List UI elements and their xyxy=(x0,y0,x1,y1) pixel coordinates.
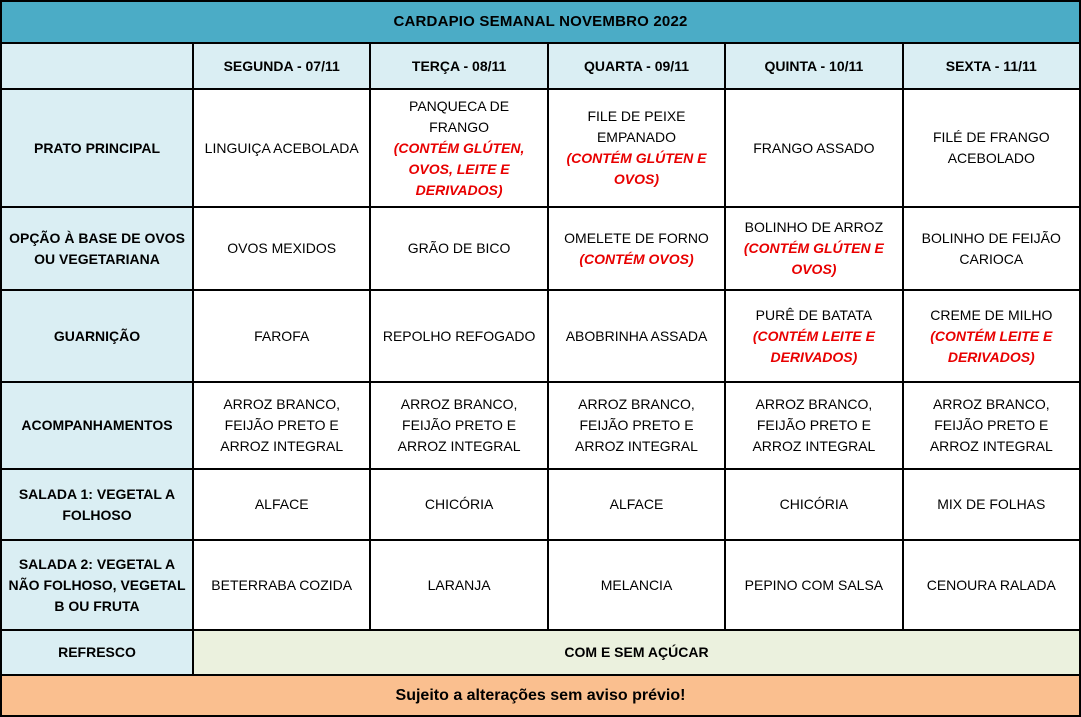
dish-text: FILÉ DE FRANGO ACEBOLADO xyxy=(932,129,1050,166)
dish-text: LINGUIÇA ACEBOLADA xyxy=(204,139,359,156)
menu-cell xyxy=(726,383,901,468)
allergen-note: (CONTÉM OVOS) xyxy=(579,250,694,267)
column-header-segunda: SEGUNDA - 07/11 xyxy=(194,44,369,88)
menu-cell xyxy=(549,541,724,629)
dish-text: ALFACE xyxy=(254,496,309,512)
dish-text: BETERRABA COZIDA xyxy=(211,576,353,593)
table-title: CARDAPIO SEMANAL NOVEMBRO 2022 xyxy=(2,2,1079,42)
dish-text: GRÃO DE BICO xyxy=(407,240,511,256)
dish-text: FILE DE PEIXE EMPANADO xyxy=(587,108,686,145)
allergen-note: (CONTÉM LEITE E DERIVADOS) xyxy=(930,327,1053,365)
menu-cell xyxy=(726,90,901,206)
dish-text: ARROZ BRANCO, FEIJÃO PRETO E ARROZ INTEGRAL xyxy=(220,396,344,454)
allergen-note: (CONTÉM GLÚTEN, OVOS, LEITE E DERIVADOS) xyxy=(393,139,525,198)
menu-cell xyxy=(904,541,1079,629)
menu-cell xyxy=(904,470,1079,539)
dish-text: ARROZ BRANCO, FEIJÃO PRETO E ARROZ INTEGRAL xyxy=(575,396,698,454)
dish-text: CREME DE MILHO xyxy=(930,306,1053,323)
dish-text: CHICÓRIA xyxy=(779,496,849,512)
dish-text: ALFACE xyxy=(609,496,664,512)
allergen-note: (CONTÉM GLÚTEN E OVOS) xyxy=(566,150,707,187)
menu-cell xyxy=(549,291,724,381)
menu-cell xyxy=(549,383,724,468)
allergen-note: (CONTÉM GLÚTEN E OVOS) xyxy=(743,240,884,277)
row-label-salada-1: SALADA 1: VEGETAL A FOLHOSO xyxy=(2,470,192,539)
dish-text: CHICÓRIA xyxy=(424,496,494,512)
menu-cell xyxy=(371,470,546,539)
menu-cell xyxy=(904,90,1079,206)
menu-cell xyxy=(371,90,546,206)
row-label-guarnicao: GUARNIÇÃO xyxy=(2,291,192,381)
menu-cell xyxy=(194,470,369,539)
dish-text: PURÊ DE BATATA xyxy=(755,306,873,323)
menu-cell xyxy=(194,291,369,381)
dish-text: CENOURA RALADA xyxy=(926,576,1056,593)
row-label-prato-principal: PRATO PRINCIPAL xyxy=(2,90,192,206)
menu-cell xyxy=(194,90,369,206)
footer-notice: Sujeito a alterações sem aviso prévio! xyxy=(2,676,1079,715)
dish-text: REPOLHO REFOGADO xyxy=(382,327,536,344)
dish-text: MELANCIA xyxy=(600,576,673,593)
menu-cell xyxy=(726,541,901,629)
menu-cell xyxy=(371,208,546,289)
menu-cell xyxy=(904,208,1079,289)
refresco-cell: COM E SEM AÇÚCAR xyxy=(194,631,1079,674)
menu-cell xyxy=(904,383,1079,468)
dish-text: ARROZ BRANCO, FEIJÃO PRETO E ARROZ INTEGRAL xyxy=(752,396,876,454)
menu-cell xyxy=(194,541,369,629)
dish-text: PANQUECA DE FRANGO xyxy=(409,97,510,135)
column-header-quarta: QUARTA - 09/11 xyxy=(549,44,724,88)
column-header-terca: TERÇA - 08/11 xyxy=(371,44,546,88)
dish-text: BOLINHO DE FEIJÃO CARIOCA xyxy=(921,229,1061,267)
dish-text: MIX DE FOLHAS xyxy=(937,496,1046,512)
dish-text: ARROZ BRANCO, FEIJÃO PRETO E ARROZ INTEGRAL xyxy=(929,396,1053,454)
menu-cell xyxy=(726,208,901,289)
row-label-opcao-ovos: OPÇÃO À BASE DE OVOS OU VEGETARIANA xyxy=(2,208,192,289)
dish-text: ABOBRINHA ASSADA xyxy=(565,327,708,344)
menu-cell xyxy=(726,470,901,539)
column-header-sexta: SEXTA - 11/11 xyxy=(904,44,1079,88)
dish-text: BOLINHO DE ARROZ xyxy=(744,219,884,235)
menu-cell xyxy=(549,470,724,539)
menu-cell xyxy=(194,383,369,468)
menu-cell xyxy=(904,291,1079,381)
dish-text: FRANGO ASSADO xyxy=(753,139,875,156)
dish-text: OMELETE DE FORNO xyxy=(564,229,709,246)
menu-cell xyxy=(549,208,724,289)
menu-cell xyxy=(726,291,901,381)
menu-cell xyxy=(549,90,724,206)
menu-cell xyxy=(194,208,369,289)
dish-text: LARANJA xyxy=(427,576,491,593)
menu-cell xyxy=(371,291,546,381)
dish-text: OVOS MEXIDOS xyxy=(227,240,337,256)
dish-text: PEPINO COM SALSA xyxy=(744,576,884,593)
menu-cell xyxy=(371,541,546,629)
dish-text: FAROFA xyxy=(254,327,310,344)
allergen-note: (CONTÉM LEITE E DERIVADOS) xyxy=(752,327,875,365)
column-header-quinta: QUINTA - 10/11 xyxy=(726,44,901,88)
row-label-acompanhamentos: ACOMPANHAMENTOS xyxy=(2,383,192,468)
corner-cell xyxy=(2,44,192,88)
menu-cell xyxy=(371,383,546,468)
dish-text: ARROZ BRANCO, FEIJÃO PRETO E ARROZ INTEGRAL xyxy=(397,396,521,454)
row-label-salada-2: SALADA 2: VEGETAL A NÃO FOLHOSO, VEGETAL B OU FRUTA xyxy=(2,541,192,629)
row-label-refresco: REFRESCO xyxy=(2,631,192,674)
